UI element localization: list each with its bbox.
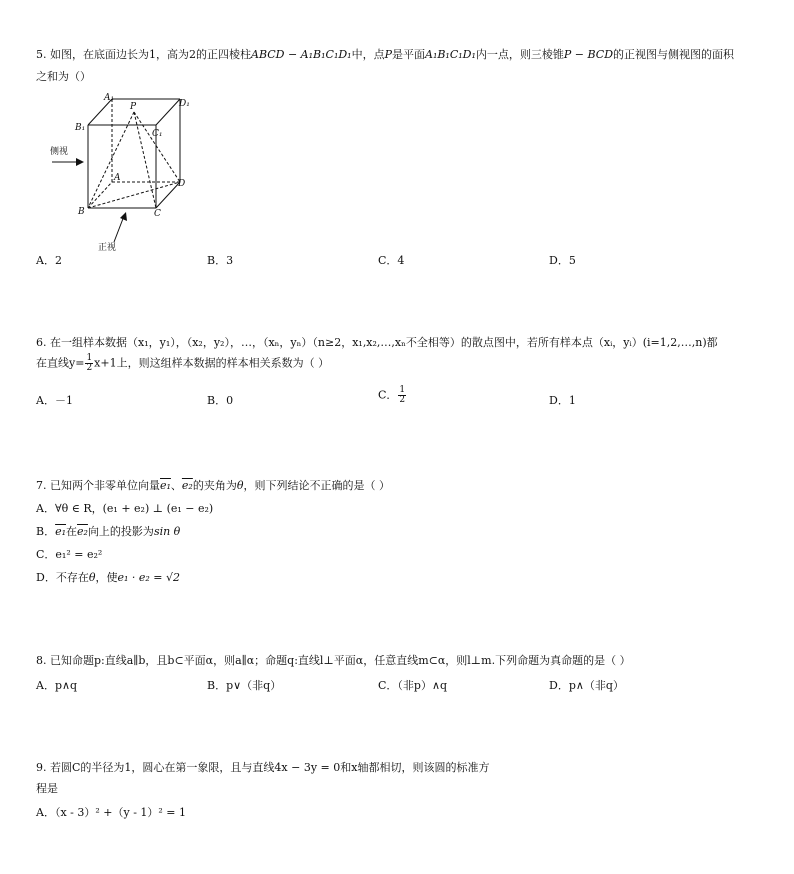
q7-text: 在 [66,525,78,538]
q6-text: x+1上，则这组样本数据的样本相关系数为（ ） [94,356,330,370]
q5-stem-line1 [36,48,734,62]
q8-option-c[interactable]: C．（非p）∧q [378,679,448,692]
q6-option-a[interactable]: A．－1 [36,394,73,407]
q6-option-c[interactable] [378,386,407,405]
label-C: C [154,209,161,219]
q7-text: 7. 已知两个非零单位向量 [36,479,160,492]
front-view-label: 正视 [98,243,117,252]
q7-option-d[interactable] [36,571,180,585]
q8-option-d[interactable]: D．p∧（非q） [549,679,624,692]
q5-text: 5. 如图，在底面边长为1，高为2的正四棱柱 [36,48,251,61]
q9-option-a[interactable]: A．（x - 3）² +（y - 1）² = 1 [36,806,187,819]
q8-option-a[interactable]: A．p∧q [36,679,78,692]
theta: θ [236,479,244,492]
q5-option-c[interactable]: C．4 [378,254,405,267]
option-label: B． [36,525,56,538]
theta: θ [88,571,96,584]
q5-prism: ABCD − A₁B₁C₁D₁ [251,48,352,61]
label-D: D [178,179,186,189]
label-B1: B₁ [75,123,86,133]
q5-option-a[interactable]: A．2 [36,254,62,267]
q5-text: 的正视图与侧视图的面积 [613,48,735,61]
label-B: B [78,207,85,217]
q5-pyramid: P − BCD [563,48,614,61]
side-view-label: 侧视 [50,147,69,157]
q7-text: 向上的投影为 [87,525,154,538]
q7-option-c[interactable]: C．e₁² = e₂² [36,548,103,561]
q7-text: 的夹角为 [192,479,237,492]
q5-text: 中，点 [351,48,385,61]
vector-e2: e₂ [77,525,88,538]
vector-e1: e₁ [160,479,171,492]
q5-text: 是平面 [392,48,425,61]
label-D1: D₁ [179,99,190,109]
option-label: D．不存在 [36,571,89,584]
q7-expr: e₁ · e₂ = √2 [117,571,180,584]
vector-e1: e₁ [55,525,67,538]
q5-prism-figure [40,92,210,252]
label-A1: A₁ [104,93,115,103]
vector-e2: e₂ [181,479,193,492]
frac-num: 1 [86,353,93,363]
label-A: A [114,173,121,183]
q7-text: 、 [170,479,182,492]
q6-stem-line1: 6. 在一组样本数据（x₁，y₁），（x₂，y₂），…，（xₙ，yₙ）（n≥2，x₁,x₂,…,xₙ不全相等）的散点图中，若所有样本点（xᵢ，yᵢ）(i=1,2,…,n)都 [36,336,718,349]
q6-fraction [85,354,93,373]
q5-option-d[interactable]: D．5 [549,254,576,267]
label-P: P [130,102,137,112]
frac-den: 2 [86,363,93,373]
q6-option-b[interactable]: B．0 [207,394,234,407]
q5-stem-line2: 之和为（） [36,70,91,83]
q5-option-b[interactable]: B．3 [207,254,234,267]
q5-text: 内一点，则三棱锥 [475,48,564,61]
frac-den: 2 [399,395,406,405]
q7-stem [36,479,390,493]
label-C1: C₁ [152,129,163,139]
q6-text: 在直线y= [36,356,85,370]
q6-option-d[interactable]: D．1 [549,394,576,407]
q7-text: ，则下列结论不正确的是（ ） [243,479,390,492]
q9-stem-line1: 9. 若圆C的半径为1，圆心在第一象限，且与直线4x − 3y = 0和x轴都相切，则该圆的标准方 [36,761,490,774]
q6-stem-line2 [36,354,329,373]
q7-text: ，使 [95,571,118,584]
q8-option-b[interactable]: B．p∨（非q） [207,679,282,692]
q9-stem-line2: 程是 [36,782,58,795]
frac-num: 1 [399,385,406,395]
q7-expr: sin θ [153,525,181,538]
q5-plane: A₁B₁C₁D₁ [425,48,476,61]
q5-point: P [384,48,392,61]
option-label: C． [378,388,398,402]
q7-option-a[interactable]: A．∀θ ∈ R，(e₁ + e₂) ⊥ (e₁ − e₂) [36,502,214,515]
q8-stem: 8. 已知命题p:直线a∥b，且b⊂平面α，则a∥α；命题q:直线l⊥平面α，任意直线m⊂α，则l⊥m.下列命题为真命题的是（ ） [36,654,631,667]
q6-c-fraction [398,386,406,405]
q7-option-b[interactable] [36,525,180,539]
